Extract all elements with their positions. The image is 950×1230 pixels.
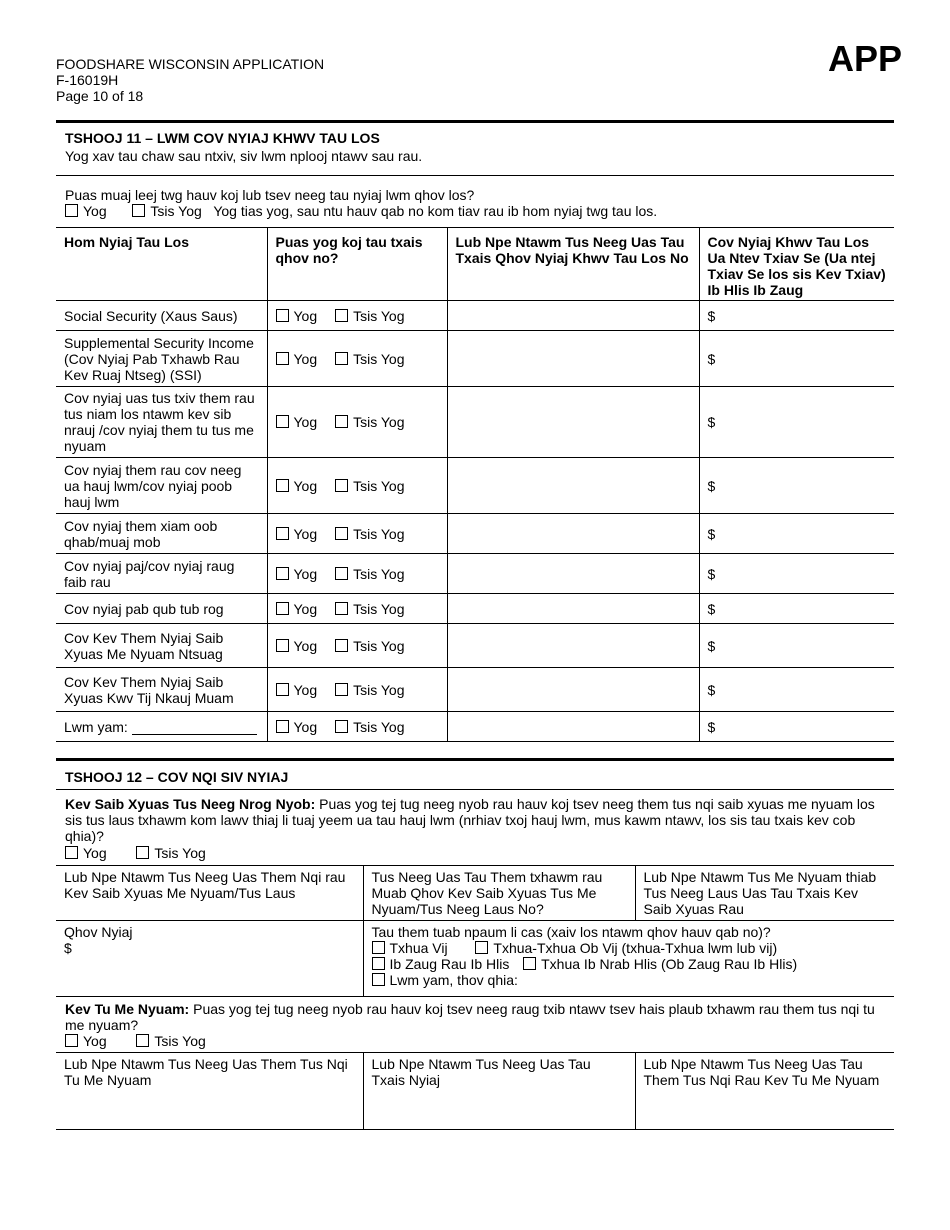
yes-checkbox[interactable] <box>276 309 289 322</box>
frequency-other-label: Lwm yam, thov qhia: <box>389 972 518 988</box>
child-support-yes-checkbox[interactable] <box>65 1034 78 1047</box>
care-recipient-cell[interactable] <box>635 866 894 921</box>
table-row <box>56 668 894 712</box>
app-badge: APP <box>827 38 902 79</box>
received-options <box>267 554 447 594</box>
yes-label: Yog <box>83 203 107 219</box>
support-paid-for-label: Lub Npe Ntawm Tus Neeg Uas Tau Them Tus Nqi Rau Kev Tu Me Nyuam <box>643 1056 880 1088</box>
section-11-title: TSHOOJ 11 – LWM COV NYIAJ KHWV TAU LOS <box>65 130 380 146</box>
no-label: Tsis Yog <box>353 525 405 542</box>
income-table <box>56 227 894 742</box>
frequency-options-row <box>372 972 887 988</box>
recipient-name-field[interactable] <box>447 554 699 594</box>
received-options <box>267 387 447 458</box>
recipient-name-field[interactable] <box>447 712 699 742</box>
no-checkbox[interactable] <box>335 309 348 322</box>
monthly-amount-field[interactable]: $ <box>699 668 894 712</box>
dependent-care-table <box>56 865 894 997</box>
no-label: Tsis Yog <box>353 565 405 582</box>
child-support-no-checkbox[interactable] <box>136 1034 149 1047</box>
yes-checkbox[interactable] <box>276 527 289 540</box>
no-checkbox[interactable] <box>335 720 348 733</box>
table-row <box>56 331 894 387</box>
support-recipient-label: Lub Npe Ntawm Tus Neeg Uas Tau Txais Nyiaj <box>371 1056 591 1088</box>
received-options <box>267 458 447 514</box>
recipient-name-field[interactable] <box>447 458 699 514</box>
form-number: F-16019H <box>56 72 119 88</box>
monthly-amount-field[interactable]: $ <box>699 387 894 458</box>
income-type-label: Cov nyiaj them rau cov neeg ua hauj lwm/cov nyiaj poob hauj lwm <box>56 458 267 514</box>
yes-label: Yog <box>83 845 107 861</box>
received-options <box>267 712 447 742</box>
table-row <box>56 387 894 458</box>
care-frequency-question: Tau them tuab npaum li cas (xaiv los ntawm qhov hauv qab no)? <box>371 924 771 940</box>
dependent-care-question <box>65 796 885 844</box>
child-support-answer-row <box>65 1033 206 1049</box>
received-options <box>267 594 447 624</box>
monthly-amount-field[interactable]: $ <box>699 594 894 624</box>
recipient-name-field[interactable] <box>447 624 699 668</box>
no-checkbox[interactable] <box>335 639 348 652</box>
child-support-table <box>56 1052 894 1130</box>
income-type-label: Cov Kev Them Nyiaj Saib Xyuas Kwv Tij Nkauj Muam <box>56 668 267 712</box>
no-label: Tsis Yog <box>353 600 405 617</box>
recipient-name-field[interactable] <box>447 301 699 331</box>
yes-checkbox[interactable] <box>276 639 289 652</box>
received-options <box>267 514 447 554</box>
page-number: Page 10 of 18 <box>56 88 144 104</box>
no-label: Tsis Yog <box>150 203 202 219</box>
income-type-label: Cov nyiaj pab qub tub rog <box>56 594 267 624</box>
yes-label: Yog <box>293 718 318 735</box>
care-provider-cell[interactable] <box>363 866 635 921</box>
no-label: Tsis Yog <box>353 350 405 367</box>
received-options <box>267 624 447 668</box>
no-label: Tsis Yog <box>353 718 405 735</box>
monthly-amount-field[interactable]: $ <box>699 301 894 331</box>
care-amount-cell[interactable] <box>56 921 363 997</box>
yes-checkbox[interactable] <box>276 683 289 696</box>
care-amount-label: Qhov Nyiaj <box>64 924 133 940</box>
yes-label: Yog <box>293 637 318 654</box>
recipient-name-field[interactable] <box>447 387 699 458</box>
column-header-received: Puas yog koj tau txais qhov no? <box>267 228 447 301</box>
table-row <box>56 301 894 331</box>
dependent-care-heading: Kev Saib Xyuas Tus Neeg Nrog Nyob: <box>65 796 316 812</box>
frequency-weekly-label: Txhua Vij <box>389 940 448 956</box>
no-checkbox[interactable] <box>335 527 348 540</box>
no-checkbox[interactable] <box>335 352 348 365</box>
received-options <box>267 331 447 387</box>
frequency-weekly-checkbox[interactable] <box>372 941 385 954</box>
child-support-text: Puas yog tej tug neeg nyob rau hauv koj tsev neeg raug txib ntawv tsev hais plaub txhawm rau them tus nqi tu me nyuam? <box>65 1001 875 1033</box>
care-amount-symbol: $ <box>64 940 72 956</box>
section-11-subtitle: Yog xav tau chaw sau ntxiv, siv lwm nplooj ntawv sau rau. <box>65 148 423 164</box>
frequency-monthly-label: Ib Zaug Rau Ib Hlis <box>389 956 510 972</box>
yes-checkbox[interactable] <box>276 567 289 580</box>
income-type-other <box>56 712 267 742</box>
no-label: Tsis Yog <box>353 307 405 324</box>
monthly-amount-field[interactable]: $ <box>699 514 894 554</box>
received-options <box>267 301 447 331</box>
frequency-semimonthly-checkbox[interactable] <box>523 957 536 970</box>
no-checkbox[interactable] <box>335 479 348 492</box>
monthly-amount-field[interactable]: $ <box>699 712 894 742</box>
yes-checkbox[interactable] <box>276 352 289 365</box>
table-row <box>56 514 894 554</box>
table-row <box>56 1053 894 1130</box>
no-checkbox[interactable] <box>335 683 348 696</box>
care-recipient-label: Lub Npe Ntawm Tus Me Nyuam thiab Tus Neeg Laus Uas Tau Txais Kev Saib Xyuas Rau <box>643 869 877 917</box>
support-payer-name-cell[interactable] <box>56 1053 363 1130</box>
form-title: FOODSHARE WISCONSIN APPLICATION <box>56 56 325 72</box>
child-support-question <box>65 1001 885 1033</box>
other-income-answer-row <box>65 203 657 219</box>
frequency-biweekly-checkbox[interactable] <box>475 941 488 954</box>
income-type-label: Social Security (Xaus Saus) <box>56 301 267 331</box>
support-payer-name-label: Lub Npe Ntawm Tus Neeg Uas Them Tus Nqi Tu Me Nyuam <box>64 1056 348 1088</box>
no-label: Tsis Yog <box>353 414 405 430</box>
care-payer-name-label: Lub Npe Ntawm Tus Neeg Uas Them Nqi rau Kev Saib Xyuas Me Nyuam/Tus Laus <box>64 869 346 901</box>
yes-label: Yog <box>293 525 318 542</box>
table-row <box>56 866 894 921</box>
support-paid-for-cell[interactable] <box>635 1053 894 1130</box>
table-row <box>56 554 894 594</box>
income-type-label: Cov nyiaj uas tus txiv them rau tus niam los ntawm kev sib nrauj /cov nyiaj them tu tus me nyuam <box>56 387 267 458</box>
other-income-no-checkbox[interactable] <box>132 204 145 217</box>
other-income-yes-checkbox[interactable] <box>65 204 78 217</box>
income-type-label: Cov nyiaj them xiam oob qhab/muaj mob <box>56 514 267 554</box>
section-divider <box>56 175 894 176</box>
yes-label: Yog <box>293 565 318 582</box>
dependent-care-text: Puas yog tej tug neeg nyob rau hauv koj tsev neeg them tus nqi saib xyuas me nyuam los sis tus laus txhawm kom lawv thiaj li tuaj yeem ua tau hauj lwm (nrhiav txoj hauj lwm, mus kawm ntawv, los sis tau txais kev cob qhia)? <box>65 796 875 844</box>
support-recipient-cell[interactable] <box>363 1053 635 1130</box>
dependent-care-yes-checkbox[interactable] <box>65 846 78 859</box>
yes-label: Yog <box>293 350 318 367</box>
received-options <box>267 668 447 712</box>
section-divider <box>56 789 894 790</box>
dependent-care-no-checkbox[interactable] <box>136 846 149 859</box>
no-label: Tsis Yog <box>154 1033 206 1049</box>
yes-label: Yog <box>83 1033 107 1049</box>
frequency-biweekly-label: Txhua-Txhua Ob Vij (txhua-Txhua lwm lub vij) <box>493 940 778 956</box>
yes-label: Yog <box>293 477 318 494</box>
monthly-amount-field[interactable]: $ <box>699 458 894 514</box>
table-row <box>56 624 894 668</box>
other-income-question: Puas muaj leej twg hauv koj lub tsev neeg tau nyiaj lwm qhov los? <box>65 187 475 203</box>
no-checkbox[interactable] <box>335 602 348 615</box>
income-type-label: Lwm yam: <box>64 718 128 735</box>
yes-label: Yog <box>293 600 318 617</box>
yes-label: Yog <box>293 681 318 698</box>
monthly-amount-field[interactable]: $ <box>699 554 894 594</box>
frequency-other-checkbox[interactable] <box>372 973 385 986</box>
child-support-heading: Kev Tu Me Nyuam: <box>65 1001 190 1017</box>
no-label: Tsis Yog <box>353 477 405 494</box>
income-type-label: Cov Kev Them Nyiaj Saib Xyuas Me Nyuam Ntsuag <box>56 624 267 668</box>
column-header-recipient-name: Lub Npe Ntawm Tus Neeg Uas Tau Txais Qhov Nyiaj Khwv Tau Los No <box>447 228 699 301</box>
yes-label: Yog <box>293 307 318 324</box>
income-type-label: Supplemental Security Income (Cov Nyiaj Pab Txhawb Rau Kev Ruaj Ntseg) (SSI) <box>56 331 267 387</box>
frequency-options-row <box>372 940 887 956</box>
recipient-name-field[interactable] <box>447 331 699 387</box>
care-payer-name-cell[interactable] <box>56 866 363 921</box>
section-divider <box>56 758 894 761</box>
care-frequency-cell <box>363 921 894 997</box>
table-row <box>56 921 894 997</box>
recipient-name-field[interactable] <box>447 594 699 624</box>
table-row <box>56 712 894 742</box>
recipient-name-field[interactable] <box>447 668 699 712</box>
no-label: Tsis Yog <box>154 845 206 861</box>
no-checkbox[interactable] <box>335 567 348 580</box>
frequency-monthly-checkbox[interactable] <box>372 957 385 970</box>
table-row <box>56 594 894 624</box>
other-income-input[interactable] <box>132 722 257 735</box>
care-provider-label: Tus Neeg Uas Tau Them txhawm rau Muab Qhov Kev Saib Xyuas Tus Me Nyuam/Tus Neeg Laus No? <box>371 869 603 917</box>
table-row <box>56 458 894 514</box>
no-label: Tsis Yog <box>353 681 405 698</box>
monthly-amount-field[interactable]: $ <box>699 331 894 387</box>
income-type-label: Cov nyiaj paj/cov nyiaj raug faib rau <box>56 554 267 594</box>
no-checkbox[interactable] <box>335 415 348 428</box>
income-table-header <box>56 228 894 301</box>
monthly-amount-field[interactable]: $ <box>699 624 894 668</box>
section-12-title: TSHOOJ 12 – COV NQI SIV NYIAJ <box>65 769 289 785</box>
column-header-income-type: Hom Nyiaj Tau Los <box>56 228 267 301</box>
yes-label: Yog <box>293 414 318 430</box>
yes-checkbox[interactable] <box>276 415 289 428</box>
frequency-semimonthly-label: Txhua Ib Nrab Hlis (Ob Zaug Rau Ib Hlis) <box>541 956 798 972</box>
frequency-options-row <box>372 956 887 972</box>
yes-checkbox[interactable] <box>276 602 289 615</box>
yes-checkbox[interactable] <box>276 720 289 733</box>
section-divider <box>56 120 894 123</box>
no-label: Tsis Yog <box>353 637 405 654</box>
recipient-name-field[interactable] <box>447 514 699 554</box>
dependent-care-answer-row <box>65 845 206 861</box>
column-header-monthly-amount: Cov Nyiaj Khwv Tau Los Ua Ntev Txiav Se (Ua ntej Txiav Se los sis Kev Txiav) Ib Hlis Ib Zaug <box>699 228 894 301</box>
yes-checkbox[interactable] <box>276 479 289 492</box>
other-income-instruction: Yog tias yog, sau ntu hauv qab no kom tiav rau ib hom nyiaj twg tau los. <box>213 203 658 219</box>
